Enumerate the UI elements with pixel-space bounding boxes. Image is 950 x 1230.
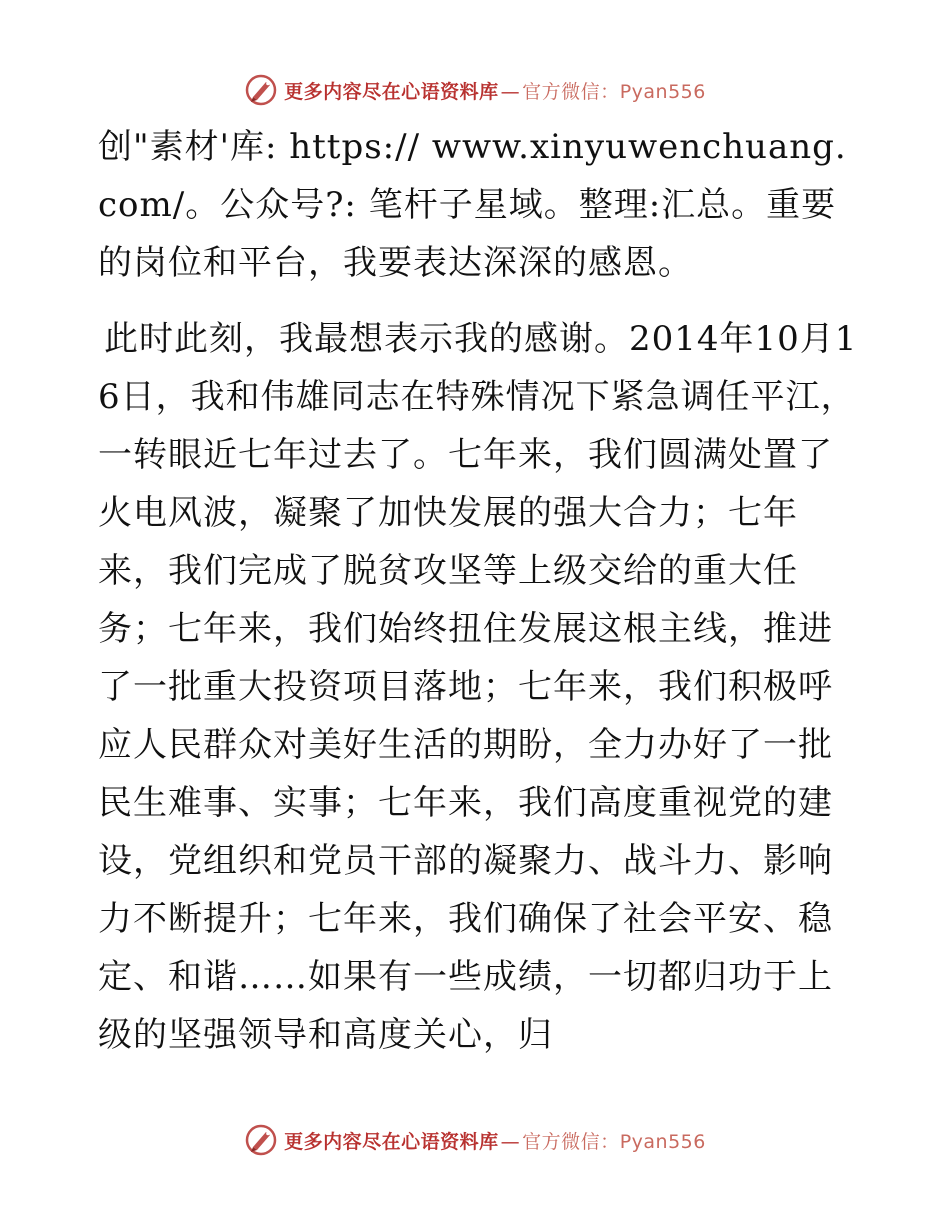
header-wechat-label: 官方微信： — [522, 80, 620, 103]
footer-wechat-label: 官方微信： — [522, 1130, 620, 1153]
document-body — [98, 118, 858, 1064]
footer-site-text: 更多内容尽在心语资料库 — [284, 1130, 499, 1153]
header-wechat-id: Pyan556 — [619, 80, 706, 103]
header-watermark-text — [284, 77, 706, 104]
writing-pen-logo-icon — [244, 1123, 278, 1157]
body-paragraph-2: 此时此刻，我最想表示我的感谢。2014年10月16日，我和伟雄同志在特殊情况下紧急调任平江，一转眼近七年过去了。七年来，我们圆满处置了火电风波，凝聚了加快发展的强大合力；七年来，我们完成了脱贫攻坚等上级交给的重大任务；七年来，我们始终扭住发展这根主线，推进了一批重大投资项目落地；七年来，我们积极呼应人民群众对美好生活的期盼，全力办好了一批民生难事、实事；七年来，我们高度重视党的建设，党组织和党员干部的凝聚力、战斗力、影响力不断提升；七年来，我们确保了社会平安、稳定、和谐……如果有一些成绩，一切都归功于上级的坚强领导和高度关心，归 — [98, 319, 858, 1055]
header-site-text: 更多内容尽在心语资料库 — [284, 80, 499, 103]
footer-watermark-banner — [0, 1120, 950, 1160]
footer-wechat-id: Pyan556 — [619, 1130, 706, 1153]
header-watermark-banner — [0, 70, 950, 110]
footer-separator: — — [500, 1130, 521, 1153]
writing-pen-logo-icon — [244, 73, 278, 107]
header-separator: — — [500, 80, 521, 103]
body-paragraph-1: 创"素材'库: https:// www.xinyuwenchuang.com/。公众号?: 笔杆子星域。整理:汇总。重要的岗位和平台，我要表达深深的感恩。 — [98, 127, 847, 283]
footer-watermark-text — [284, 1127, 706, 1154]
